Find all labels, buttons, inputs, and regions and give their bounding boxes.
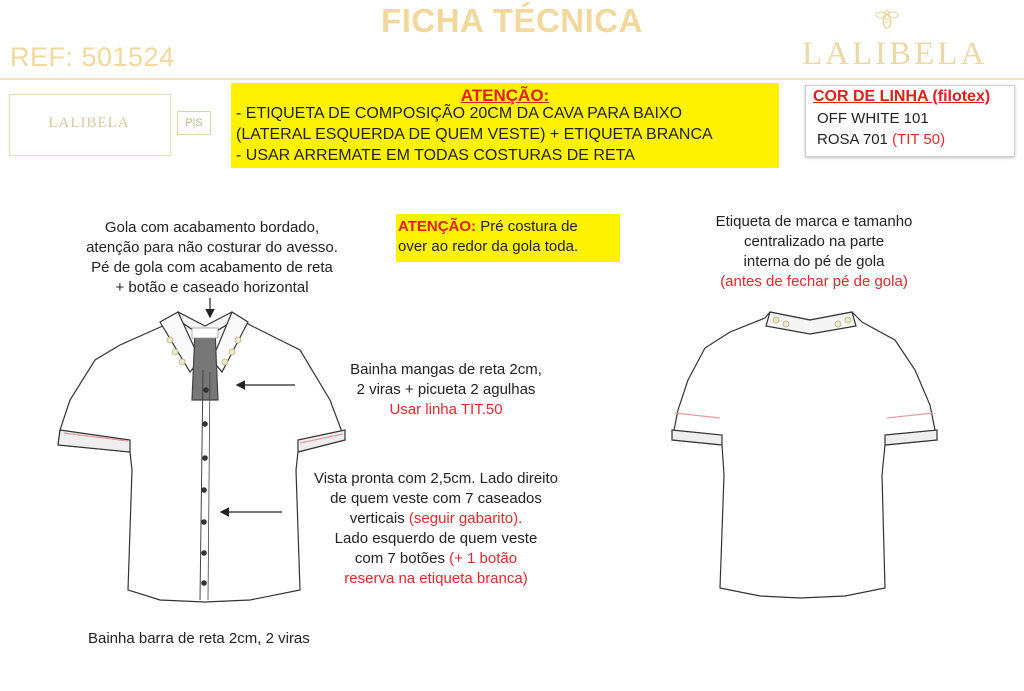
reference-code: REF: 501524	[10, 42, 175, 72]
front-neck-label	[192, 328, 218, 338]
back-shirt-drawing	[672, 312, 937, 598]
brand-label-text: LALIBELA	[48, 115, 130, 131]
thread-color-line: ROSA 701 (TIT 50)	[817, 131, 946, 148]
placket-note: Vista pronta com 2,5cm. Lado direito de quem veste com 7 caseados verticais (seguir gabarito). Lado esquerdo de quem veste com 7 botões (+ 1 botão reserva na etiqueta branca)	[313, 470, 559, 587]
thread-color-title: COR DE LINHA (filotex)	[813, 88, 991, 105]
attention-line: (LATERAL ESQUERDA DE QUEM VESTE) + ETIQUETA BRANCA	[236, 126, 713, 143]
thread-color-line: OFF WHITE 101	[817, 110, 929, 127]
front-shirt-drawing	[58, 312, 345, 602]
collar-note: Gola com acabamento bordado, atenção para não costurar do avesso. Pé de gola com acabamento de reta + botão e caseado horizontal	[86, 219, 338, 296]
back-body	[672, 312, 937, 598]
sleeve-note: Bainha mangas de reta 2cm, 2 viras + picueta 2 agulhas Usar linha TIT.50	[350, 361, 542, 418]
brand-logo: LALIBELA	[802, 36, 988, 72]
back-label-note: Etiqueta de marca e tamanho centralizado na parte interna do pé de gola (antes de fechar pé de gola)	[715, 213, 913, 290]
attention-title: ATENÇÃO:	[460, 86, 550, 105]
attention-line: - ETIQUETA DE COMPOSIÇÃO 20CM DA CAVA PARA BAIXO	[236, 105, 683, 122]
collar-attention-text: ATENÇÃO: Pré costura de over ao redor da gola toda.	[398, 218, 579, 255]
page-title: FICHA TÉCNICA	[381, 2, 643, 39]
size-tag: P|S	[177, 111, 211, 135]
attention-line: - USAR ARREMATE EM TODAS COSTURAS DE RETA	[236, 147, 635, 164]
hem-note: Bainha barra de reta 2cm, 2 viras	[88, 630, 310, 647]
